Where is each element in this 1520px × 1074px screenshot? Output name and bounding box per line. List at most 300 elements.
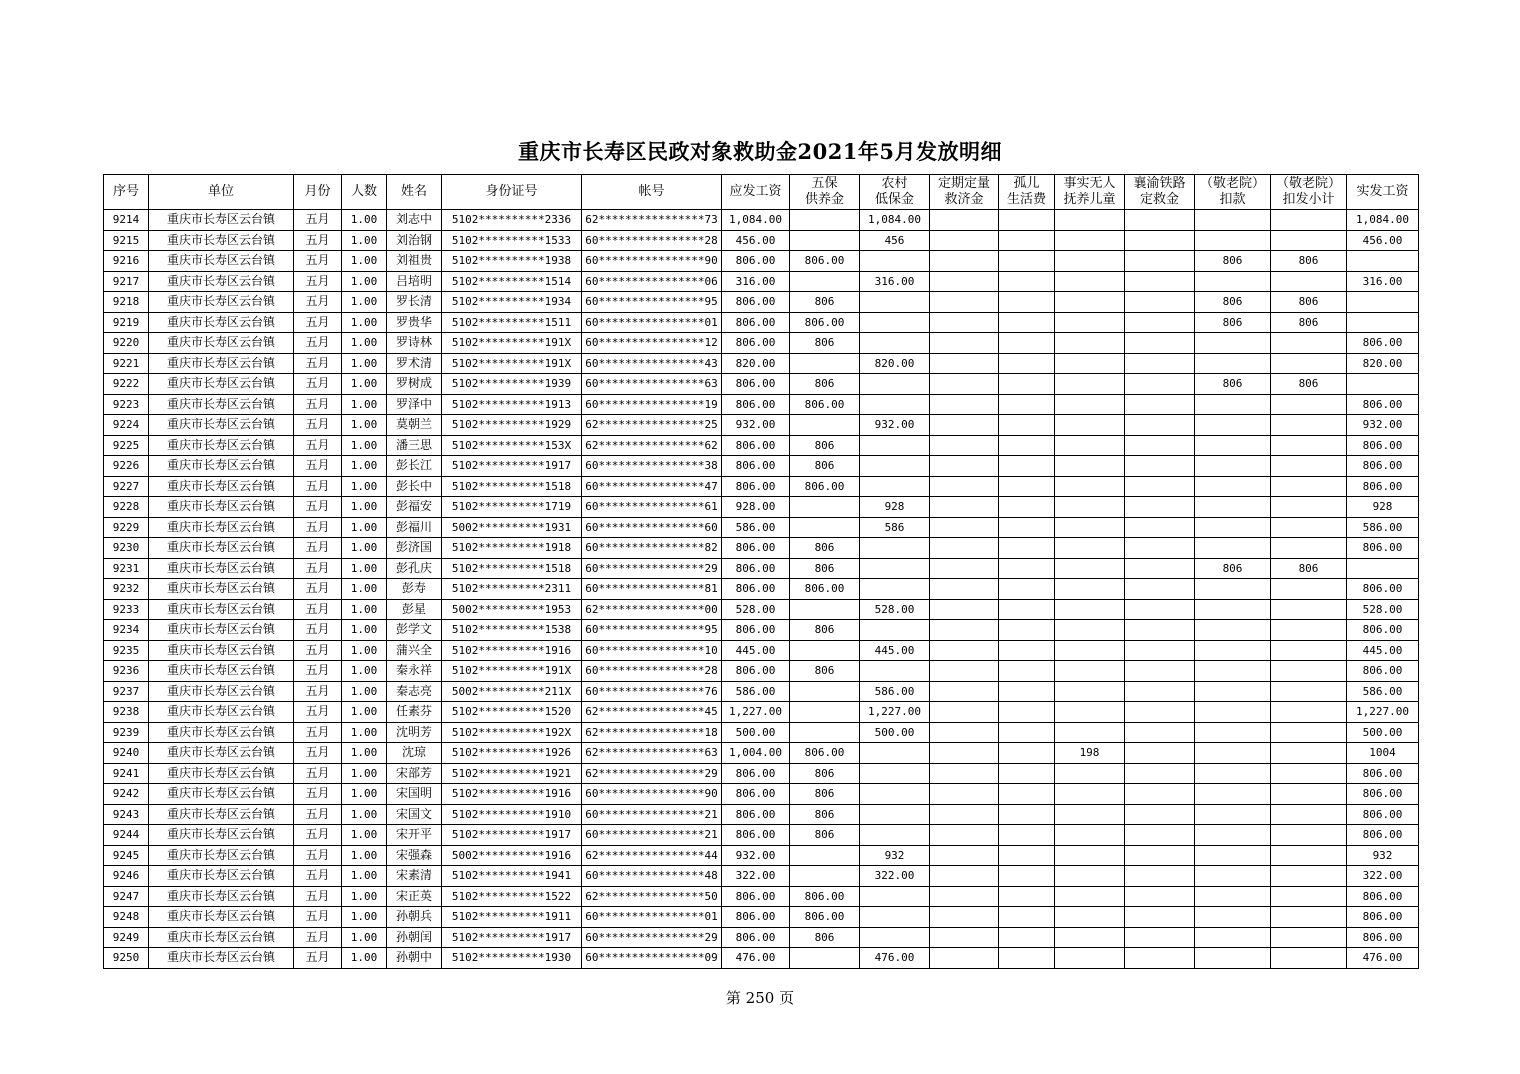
table-cell	[1125, 866, 1195, 887]
table-cell: 五月	[294, 661, 342, 682]
table-cell: 五月	[294, 558, 342, 579]
table-cell	[1195, 538, 1271, 559]
table-cell: 刘祖贵	[387, 251, 442, 272]
table-cell: 重庆市长寿区云台镇	[149, 333, 294, 354]
table-cell	[1195, 271, 1271, 292]
table-body	[104, 210, 1419, 969]
table-cell	[860, 579, 930, 600]
table-row	[104, 866, 1419, 887]
table-cell	[930, 374, 999, 395]
table-cell	[1195, 415, 1271, 436]
table-cell	[930, 210, 999, 231]
table-cell	[1271, 333, 1347, 354]
table-cell: 60****************90	[582, 251, 722, 272]
table-cell	[1055, 333, 1125, 354]
table-cell	[790, 415, 860, 436]
table-row	[104, 415, 1419, 436]
table-cell: 60****************12	[582, 333, 722, 354]
table-cell: 60****************61	[582, 497, 722, 518]
table-cell	[1195, 210, 1271, 231]
table-cell	[1195, 476, 1271, 497]
table-cell: 罗树成	[387, 374, 442, 395]
table-cell: 806.00	[790, 743, 860, 764]
table-cell: 806.00	[722, 394, 790, 415]
table-cell	[790, 271, 860, 292]
table-cell: 五月	[294, 210, 342, 231]
table-cell	[1055, 230, 1125, 251]
table-cell	[1195, 825, 1271, 846]
table-cell: 沈明芳	[387, 722, 442, 743]
table-cell	[1055, 927, 1125, 948]
table-cell: 1.00	[342, 538, 387, 559]
table-cell: 五月	[294, 927, 342, 948]
table-cell: 806.00	[722, 251, 790, 272]
table-cell: 1.00	[342, 292, 387, 313]
table-cell	[1195, 784, 1271, 805]
table-cell	[1195, 886, 1271, 907]
table-cell: 5102**********192X	[442, 722, 582, 743]
table-cell: 9216	[104, 251, 149, 272]
table-cell	[860, 312, 930, 333]
table-cell	[1195, 517, 1271, 538]
table-cell	[930, 271, 999, 292]
column-header: （敬老院） 扣发小计	[1271, 175, 1347, 210]
table-cell	[999, 804, 1055, 825]
table-cell	[1055, 271, 1125, 292]
table-cell: 1.00	[342, 948, 387, 969]
table-cell: 60****************60	[582, 517, 722, 538]
table-cell	[1271, 538, 1347, 559]
table-cell: 60****************90	[582, 784, 722, 805]
table-cell: 9234	[104, 620, 149, 641]
table-cell	[1195, 866, 1271, 887]
table-cell: 彭福川	[387, 517, 442, 538]
table-row	[104, 948, 1419, 969]
table-cell: 1.00	[342, 661, 387, 682]
table-cell	[1055, 476, 1125, 497]
table-cell: 五月	[294, 251, 342, 272]
table-cell	[999, 886, 1055, 907]
table-cell: 五月	[294, 825, 342, 846]
table-cell	[999, 825, 1055, 846]
table-cell: 806	[1271, 374, 1347, 395]
table-cell: 316.00	[1347, 271, 1419, 292]
table-cell: 1.00	[342, 312, 387, 333]
table-cell	[930, 456, 999, 477]
table-cell	[930, 599, 999, 620]
table-cell	[790, 210, 860, 231]
table-cell: 莫朝兰	[387, 415, 442, 436]
table-cell	[999, 681, 1055, 702]
table-cell	[930, 845, 999, 866]
table-cell: 重庆市长寿区云台镇	[149, 620, 294, 641]
table-cell: 60****************28	[582, 230, 722, 251]
table-cell	[1055, 845, 1125, 866]
table-cell: 五月	[294, 763, 342, 784]
table-cell: 五月	[294, 312, 342, 333]
table-cell	[1125, 558, 1195, 579]
table-cell: 9225	[104, 435, 149, 456]
table-cell	[790, 681, 860, 702]
table-cell: 1.00	[342, 907, 387, 928]
table-row	[104, 374, 1419, 395]
table-cell: 820.00	[1347, 353, 1419, 374]
table-cell: 456.00	[722, 230, 790, 251]
table-cell	[1271, 497, 1347, 518]
table-cell	[1195, 333, 1271, 354]
table-cell	[1125, 517, 1195, 538]
table-cell: 孙朝中	[387, 948, 442, 969]
table-row	[104, 517, 1419, 538]
table-cell	[1125, 456, 1195, 477]
table-cell	[1271, 845, 1347, 866]
table-cell	[1195, 640, 1271, 661]
table-cell	[999, 230, 1055, 251]
table-cell: 1.00	[342, 620, 387, 641]
table-cell: 5102**********1938	[442, 251, 582, 272]
table-row	[104, 435, 1419, 456]
table-cell	[790, 353, 860, 374]
table-cell: 1.00	[342, 333, 387, 354]
table-cell	[999, 476, 1055, 497]
table-cell: 820.00	[860, 353, 930, 374]
table-cell: 932	[860, 845, 930, 866]
table-cell	[999, 210, 1055, 231]
table-cell	[790, 517, 860, 538]
table-row	[104, 886, 1419, 907]
table-cell	[1125, 825, 1195, 846]
table-cell: 5102**********1911	[442, 907, 582, 928]
table-cell: 重庆市长寿区云台镇	[149, 538, 294, 559]
table-cell: 五月	[294, 415, 342, 436]
table-cell: 重庆市长寿区云台镇	[149, 722, 294, 743]
table-cell: 罗长清	[387, 292, 442, 313]
table-row	[104, 230, 1419, 251]
table-cell	[1055, 661, 1125, 682]
table-cell	[1271, 476, 1347, 497]
table-cell: 9233	[104, 599, 149, 620]
table-cell: 1.00	[342, 251, 387, 272]
table-cell	[1125, 497, 1195, 518]
table-cell: 9235	[104, 640, 149, 661]
table-cell: 5102**********1917	[442, 927, 582, 948]
table-cell: 806	[1195, 251, 1271, 272]
table-cell	[999, 435, 1055, 456]
table-cell: 60****************76	[582, 681, 722, 702]
table-cell: 806.00	[1347, 907, 1419, 928]
table-cell: 5102**********1934	[442, 292, 582, 313]
table-cell	[1195, 353, 1271, 374]
table-cell	[1195, 927, 1271, 948]
table-cell: 806.00	[1347, 394, 1419, 415]
table-row	[104, 743, 1419, 764]
table-cell: 重庆市长寿区云台镇	[149, 743, 294, 764]
table-cell	[930, 681, 999, 702]
table-cell	[1125, 927, 1195, 948]
table-cell: 重庆市长寿区云台镇	[149, 804, 294, 825]
table-cell: 60****************28	[582, 661, 722, 682]
table-cell	[1125, 476, 1195, 497]
table-cell	[1055, 517, 1125, 538]
table-cell: 456.00	[1347, 230, 1419, 251]
table-cell	[1055, 804, 1125, 825]
table-cell: 5102**********1918	[442, 538, 582, 559]
table-cell	[1271, 866, 1347, 887]
table-cell: 806	[1195, 312, 1271, 333]
table-cell: 秦志亮	[387, 681, 442, 702]
table-cell: 罗诗林	[387, 333, 442, 354]
table-cell	[860, 251, 930, 272]
table-cell: 五月	[294, 804, 342, 825]
table-cell: 5102**********1941	[442, 866, 582, 887]
table-cell: 五月	[294, 579, 342, 600]
table-cell	[930, 251, 999, 272]
table-cell: 5102**********1916	[442, 640, 582, 661]
column-header: 应发工资	[722, 175, 790, 210]
table-cell: 198	[1055, 743, 1125, 764]
table-cell: 五月	[294, 456, 342, 477]
table-cell: 彭孔庆	[387, 558, 442, 579]
table-cell	[930, 620, 999, 641]
table-cell: 806.00	[722, 784, 790, 805]
table-cell: 5102**********1921	[442, 763, 582, 784]
table-cell: 5102**********1511	[442, 312, 582, 333]
table-cell: 1,084.00	[1347, 210, 1419, 231]
table-cell: 5102**********1522	[442, 886, 582, 907]
table-cell: 五月	[294, 599, 342, 620]
table-cell	[999, 907, 1055, 928]
table-cell: 宋国文	[387, 804, 442, 825]
table-cell: 9217	[104, 271, 149, 292]
table-cell: 9238	[104, 702, 149, 723]
table-cell: 彭济国	[387, 538, 442, 559]
table-cell: 806.00	[1347, 927, 1419, 948]
table-cell	[1125, 292, 1195, 313]
table-cell: 宋开平	[387, 825, 442, 846]
table-cell: 60****************19	[582, 394, 722, 415]
table-cell: 60****************43	[582, 353, 722, 374]
table-cell	[930, 866, 999, 887]
table-cell: 806.00	[790, 394, 860, 415]
table-cell	[999, 517, 1055, 538]
table-cell: 5102**********1719	[442, 497, 582, 518]
table-cell: 9242	[104, 784, 149, 805]
table-cell: 60****************09	[582, 948, 722, 969]
table-cell	[1055, 456, 1125, 477]
table-row	[104, 456, 1419, 477]
table-cell: 秦永祥	[387, 661, 442, 682]
table-cell: 60****************29	[582, 927, 722, 948]
table-cell	[930, 394, 999, 415]
table-cell: 5102**********2311	[442, 579, 582, 600]
table-cell: 806.00	[1347, 333, 1419, 354]
table-cell: 1.00	[342, 804, 387, 825]
column-header: 五保 供养金	[790, 175, 860, 210]
table-cell: 重庆市长寿区云台镇	[149, 476, 294, 497]
table-cell: 9226	[104, 456, 149, 477]
table-cell: 蒲兴全	[387, 640, 442, 661]
table-cell: 60****************01	[582, 907, 722, 928]
table-cell: 重庆市长寿区云台镇	[149, 251, 294, 272]
table-cell: 60****************82	[582, 538, 722, 559]
table-cell	[1055, 784, 1125, 805]
table-cell: 9230	[104, 538, 149, 559]
table-cell	[860, 661, 930, 682]
table-cell	[790, 640, 860, 661]
table-cell	[999, 640, 1055, 661]
table-cell	[1125, 353, 1195, 374]
table-cell: 9236	[104, 661, 149, 682]
table-cell	[930, 640, 999, 661]
table-cell: 60****************21	[582, 804, 722, 825]
column-header: （敬老院） 扣款	[1195, 175, 1271, 210]
page-title: 重庆市长寿区民政对象救助金2021年5月发放明细	[517, 139, 1003, 164]
table-cell: 刘治钢	[387, 230, 442, 251]
table-cell	[999, 271, 1055, 292]
table-cell: 1.00	[342, 517, 387, 538]
table-cell	[999, 620, 1055, 641]
table-cell	[860, 456, 930, 477]
table-cell: 62****************44	[582, 845, 722, 866]
table-cell	[1055, 579, 1125, 600]
table-cell: 806.00	[722, 825, 790, 846]
table-cell: 806	[790, 374, 860, 395]
table-cell: 五月	[294, 497, 342, 518]
table-cell: 806.00	[722, 435, 790, 456]
table-cell: 重庆市长寿区云台镇	[149, 907, 294, 928]
table-cell: 彭长中	[387, 476, 442, 497]
table-cell: 彭寿	[387, 579, 442, 600]
table-cell: 五月	[294, 374, 342, 395]
table-cell: 806.00	[722, 661, 790, 682]
table-cell: 重庆市长寿区云台镇	[149, 640, 294, 661]
table-cell: 重庆市长寿区云台镇	[149, 517, 294, 538]
column-header: 人数	[342, 175, 387, 210]
table-row	[104, 763, 1419, 784]
table-cell: 806.00	[1347, 538, 1419, 559]
table-cell: 重庆市长寿区云台镇	[149, 784, 294, 805]
table-cell	[1271, 702, 1347, 723]
table-cell: 重庆市长寿区云台镇	[149, 312, 294, 333]
table-cell: 1.00	[342, 456, 387, 477]
table-cell	[1055, 251, 1125, 272]
table-cell: 1.00	[342, 394, 387, 415]
table-cell: 五月	[294, 435, 342, 456]
table-cell: 806	[1271, 312, 1347, 333]
table-cell: 1.00	[342, 763, 387, 784]
table-cell: 重庆市长寿区云台镇	[149, 558, 294, 579]
table-cell	[930, 538, 999, 559]
table-cell: 806	[1271, 558, 1347, 579]
table-cell: 62****************29	[582, 763, 722, 784]
table-cell: 五月	[294, 681, 342, 702]
table-cell	[1125, 599, 1195, 620]
table-cell	[1195, 845, 1271, 866]
table-cell: 1.00	[342, 230, 387, 251]
table-cell: 586	[860, 517, 930, 538]
table-cell: 5102**********1533	[442, 230, 582, 251]
table-cell: 928.00	[722, 497, 790, 518]
table-cell: 9231	[104, 558, 149, 579]
table-cell: 9232	[104, 579, 149, 600]
table-cell	[1271, 230, 1347, 251]
table-cell: 刘志中	[387, 210, 442, 231]
table-cell: 重庆市长寿区云台镇	[149, 866, 294, 887]
table-cell	[1125, 845, 1195, 866]
column-header: 月份	[294, 175, 342, 210]
table-cell: 60****************63	[582, 374, 722, 395]
table-cell: 潘三思	[387, 435, 442, 456]
table-cell: 重庆市长寿区云台镇	[149, 456, 294, 477]
table-cell: 宋素清	[387, 866, 442, 887]
table-cell: 五月	[294, 640, 342, 661]
table-cell: 322.00	[1347, 866, 1419, 887]
table-cell	[930, 435, 999, 456]
table-cell: 五月	[294, 620, 342, 641]
table-cell	[1271, 927, 1347, 948]
table-cell: 62****************62	[582, 435, 722, 456]
table-cell: 5102**********1939	[442, 374, 582, 395]
table-cell	[1195, 743, 1271, 764]
table-cell: 1,227.00	[722, 702, 790, 723]
table-cell: 9228	[104, 497, 149, 518]
table-cell: 罗贵华	[387, 312, 442, 333]
table-row	[104, 210, 1419, 231]
table-cell	[999, 415, 1055, 436]
table-cell	[1125, 804, 1195, 825]
table-cell	[1055, 374, 1125, 395]
table-cell: 62****************18	[582, 722, 722, 743]
table-cell: 五月	[294, 702, 342, 723]
table-cell	[1055, 948, 1125, 969]
table-cell	[999, 579, 1055, 600]
table-cell: 1.00	[342, 886, 387, 907]
table-cell	[1125, 948, 1195, 969]
table-cell	[1055, 722, 1125, 743]
column-header: 事实无人 抚养儿童	[1055, 175, 1125, 210]
table-cell: 806.00	[722, 538, 790, 559]
table-cell	[860, 825, 930, 846]
table-cell: 重庆市长寿区云台镇	[149, 271, 294, 292]
table-cell: 五月	[294, 292, 342, 313]
table-cell	[1125, 661, 1195, 682]
table-cell	[1125, 333, 1195, 354]
table-cell: 806.00	[722, 374, 790, 395]
table-cell	[930, 333, 999, 354]
table-cell	[999, 948, 1055, 969]
table-cell: 60****************21	[582, 825, 722, 846]
table-cell: 罗术清	[387, 353, 442, 374]
table-row	[104, 394, 1419, 415]
table-cell	[1195, 907, 1271, 928]
table-cell	[1055, 292, 1125, 313]
table-cell: 9229	[104, 517, 149, 538]
table-cell: 9246	[104, 866, 149, 887]
table-cell: 9237	[104, 681, 149, 702]
table-cell: 9214	[104, 210, 149, 231]
table-cell	[1055, 210, 1125, 231]
table-cell: 932.00	[1347, 415, 1419, 436]
table-cell	[999, 394, 1055, 415]
table-cell	[1125, 886, 1195, 907]
table-cell: 1.00	[342, 579, 387, 600]
table-cell: 806.00	[722, 456, 790, 477]
table-cell	[999, 353, 1055, 374]
table-cell	[930, 353, 999, 374]
table-cell	[860, 763, 930, 784]
table-cell	[930, 558, 999, 579]
table-cell	[1271, 722, 1347, 743]
